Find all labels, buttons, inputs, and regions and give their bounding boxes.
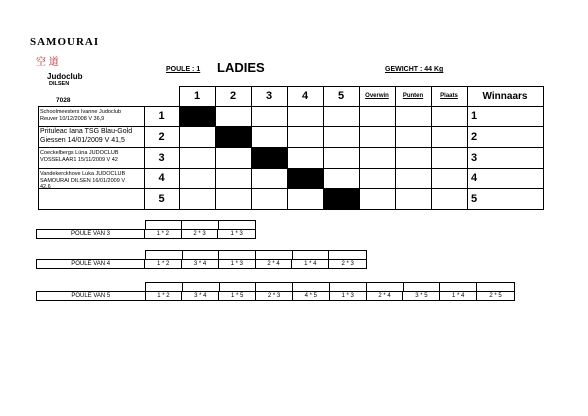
poule-score-row: [145, 250, 367, 259]
score-cell: [220, 283, 257, 291]
column-header-overwin: Overwin: [365, 93, 389, 99]
competitor-line: Coeckelbergs Lüna JUDOCLUB: [40, 150, 119, 156]
winner-number: 2: [471, 130, 478, 143]
column-header-1: 1: [193, 90, 201, 102]
document-code: 7028: [56, 97, 71, 104]
blocked-cell: [215, 126, 252, 148]
score-cell: [293, 283, 330, 291]
match-cell: 1 * 2: [145, 260, 182, 268]
match-cell: 1 * 3: [230, 231, 243, 237]
column-header-plaats: Plaats: [440, 93, 458, 99]
match-cell: 2 * 3: [182, 230, 219, 238]
poule-row: [36, 259, 367, 269]
score-cell: [329, 251, 366, 259]
score-cell: [404, 283, 441, 291]
score-cell: [219, 251, 256, 259]
match-cell: 1 * 5: [219, 292, 256, 300]
score-cell: [440, 283, 477, 291]
weight-class: GEWICHT : 44 Kg: [385, 66, 444, 73]
score-cell: [146, 251, 183, 259]
match-cell: 2 * 3: [256, 292, 293, 300]
poule-row: [36, 291, 515, 301]
score-cell: [183, 251, 220, 259]
score-cell: [330, 283, 367, 291]
score-cell: [256, 251, 293, 259]
competitor-line: 42,6: [40, 184, 51, 190]
score-cell: [293, 251, 330, 259]
row-number: 3: [158, 151, 165, 164]
match-cell: 1 * 3: [330, 292, 367, 300]
logo-emblem: [36, 53, 59, 68]
logo-city: DILSEN: [49, 81, 70, 87]
competitor-line: Prituleac Iana TSG Blau-Gold: [40, 128, 133, 135]
grid-line: [543, 86, 544, 210]
column-header-punten: Punten: [402, 93, 424, 99]
match-cell: 2 * 5: [489, 293, 502, 299]
score-cell: [256, 283, 293, 291]
winner-number: 5: [471, 192, 478, 205]
match-cell: 1 * 3: [219, 260, 256, 268]
competitor-info: [40, 171, 125, 191]
winner-number: 1: [471, 110, 478, 122]
logo-title: SAMOURAI: [30, 36, 100, 48]
row-number: 5: [158, 192, 165, 205]
poule-label: POULE VAN 4: [37, 260, 145, 268]
score-cell: [219, 221, 255, 229]
row-number: 1: [158, 110, 165, 122]
competitor-line: Giessen 14/01/2009 V 41,5: [40, 137, 125, 144]
competitor-line: Reuver 10/12/2008 V 36,9: [40, 115, 105, 122]
grid-line: [38, 106, 39, 210]
winner-number: 4: [471, 172, 478, 184]
score-cell: [183, 283, 220, 291]
poule-number: POULE : 1: [166, 66, 201, 73]
column-header-3: 3: [265, 90, 273, 102]
poule-label: POULE VAN 3: [37, 230, 145, 238]
match-cell: 1 * 4: [440, 292, 477, 300]
logo-club: Judoclub: [47, 72, 83, 81]
blocked-cell: [179, 106, 216, 127]
blocked-cell: [287, 168, 324, 189]
row-number: 4: [158, 172, 165, 184]
grid-line: [38, 209, 544, 210]
column-header-2: 2: [229, 90, 237, 102]
competitor-info: [40, 109, 121, 122]
poule-row: [36, 229, 256, 239]
results-grid: [38, 86, 543, 209]
competitor-info: [40, 127, 132, 145]
blocked-cell: [323, 188, 360, 210]
poule-label: POULE VAN 5: [37, 292, 146, 300]
match-cell: 1 * 2: [145, 230, 182, 238]
match-cell: 3 * 5: [403, 292, 440, 300]
match-cell: 3 * 4: [182, 260, 219, 268]
match-cell: 4 * 5: [293, 292, 330, 300]
row-number: 2: [158, 130, 165, 143]
poule-score-row: [145, 282, 515, 291]
match-cell: 2 * 4: [367, 292, 404, 300]
match-cell: 3 * 4: [182, 292, 219, 300]
match-cell: 2 * 3: [341, 261, 354, 267]
poule-score-row: [145, 220, 256, 229]
score-cell: [146, 221, 182, 229]
competitor-line: Vandekerckhove Luka JUDOCLUB: [40, 171, 126, 177]
score-cell: [477, 283, 514, 291]
score-cell: [182, 221, 218, 229]
score-cell: [367, 283, 404, 291]
match-cell: 1 * 2: [146, 292, 183, 300]
match-cell: 2 * 4: [256, 260, 293, 268]
column-header-5: 5: [337, 90, 345, 102]
blocked-cell: [251, 147, 288, 169]
competitor-line: VOSSELAAR1 15/11/2009 V 42: [40, 156, 118, 163]
match-cell: 1 * 4: [292, 260, 329, 268]
column-header-4: 4: [301, 90, 309, 102]
logo-kanji: 空 道: [36, 57, 59, 68]
competitor-line: SAMOURAI DILSEN 16/01/2009 V: [40, 177, 125, 184]
competitor-info: [40, 150, 119, 163]
score-cell: [146, 283, 183, 291]
winner-number: 3: [471, 151, 478, 164]
column-header-winnaars: Winnaars: [482, 90, 528, 102]
competitor-line: Schoolmeesters Ivanne Judoclub: [40, 109, 122, 115]
page-title: LADIES: [217, 60, 265, 75]
